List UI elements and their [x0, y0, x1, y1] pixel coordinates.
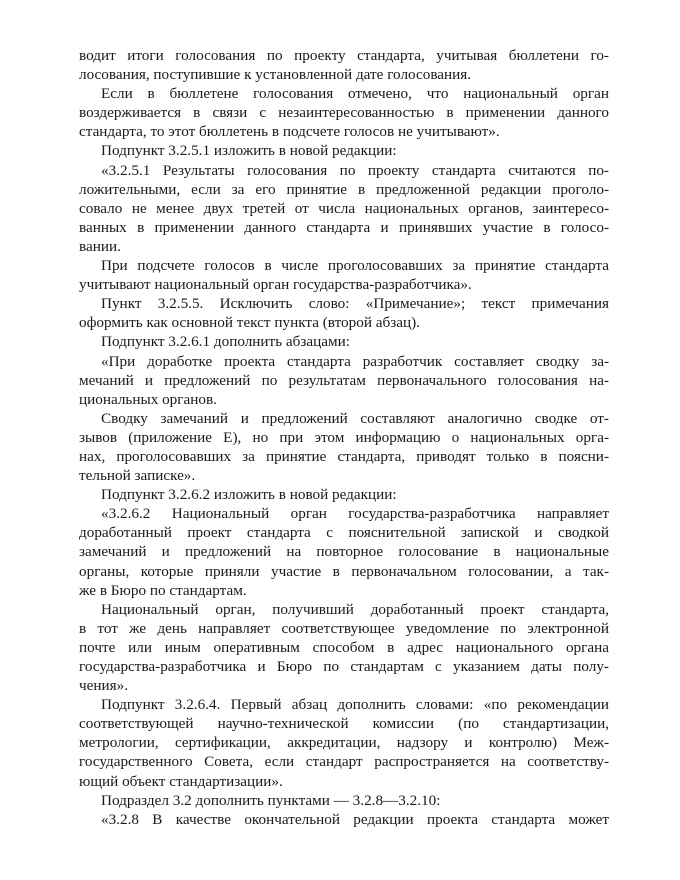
text-line: ванных в применении данного стандарта и принявших участие в голосо-	[79, 218, 609, 236]
text-line: Сводку замечаний и предложений составляют аналогично сводке от-	[101, 409, 609, 427]
text-line: мечаний и предложений по результатам первоначального голосования на-	[79, 371, 609, 389]
paragraph	[79, 791, 609, 810]
text-line: зывов (приложение Е), но при этом информацию о национальных орга-	[79, 428, 609, 446]
text-line: стандарта, то этот бюллетень в подсчете голосов не учитывают».	[79, 123, 500, 141]
text-line: Подпункт 3.2.6.4. Первый абзац дополнить словами: «по рекомендации	[101, 696, 609, 714]
text-line: «3.2.5.1 Результаты голосования по проекту стандарта считаются по-	[101, 161, 609, 179]
text-line: в тот же день направляет соответствующее уведомление по электронной	[79, 619, 609, 637]
text-line: воздерживается в связи с незаинтересованностью в применении данного	[79, 104, 609, 122]
text-line: чения».	[79, 677, 129, 695]
text-line: лосования, поступившие к установленной дате голосования.	[79, 66, 472, 84]
text-line: почте или иным оперативным способом в адрес национального органа	[79, 638, 609, 656]
text-line: Подпункт 3.2.6.1 дополнить абзацами:	[101, 333, 350, 351]
text-line: органы, которые приняли участие в первоначальном голосовании, а так-	[79, 562, 609, 580]
paragraph	[79, 141, 609, 160]
text-line: «При доработке проекта стандарта разработчик составляет сводку за-	[101, 352, 609, 370]
paragraph	[79, 46, 609, 84]
text-line: вании.	[79, 237, 121, 255]
text-line: метрологии, сертификации, аккредитации, надзору и контролю) Меж-	[79, 734, 609, 752]
text-line: Подпункт 3.2.5.1 изложить в новой редакции:	[101, 142, 397, 160]
text-line: тельной записке».	[79, 467, 196, 485]
paragraph	[79, 294, 609, 332]
paragraph	[79, 504, 609, 599]
text-line: доработанный проект стандарта с пояснительной запиской и сводкой	[79, 524, 609, 542]
text-line: ющий объект стандартизации».	[79, 772, 283, 790]
document-page	[79, 46, 609, 829]
paragraph	[79, 810, 609, 829]
text-line: Подраздел 3.2 дополнить пунктами — 3.2.8—3.2.10:	[101, 791, 441, 809]
text-line: «3.2.8 В качестве окончательной редакции проекта стандарта может	[101, 810, 609, 828]
paragraph	[79, 352, 609, 409]
text-line: замечаний и предложений на повторное голосование в национальные	[79, 543, 609, 561]
text-line: Пункт 3.2.5.5. Исключить слово: «Примечание»; текст примечания	[101, 295, 609, 313]
paragraph	[79, 256, 609, 294]
text-line: «3.2.6.2 Национальный орган государства-разработчика направляет	[101, 505, 609, 523]
text-line: государственного Совета, если стандарт распространяется на соответству-	[79, 753, 609, 771]
text-line: соответствующей научно-технической комиссии (по стандартизации,	[79, 715, 609, 733]
paragraph	[79, 485, 609, 504]
text-line: Если в бюллетене голосования отмечено, что национальный орган	[101, 85, 609, 103]
text-line: оформить как основной текст пункта (второй абзац).	[79, 314, 420, 332]
paragraph	[79, 600, 609, 695]
text-line: водит итоги голосования по проекту стандарта, учитывая бюллетени го-	[79, 47, 609, 64]
text-line: же в Бюро по стандартам.	[79, 581, 247, 599]
paragraph	[79, 332, 609, 351]
paragraph	[79, 695, 609, 790]
text-line: совало не менее двух третей от числа национальных органов, заинтересо-	[79, 199, 609, 217]
text-line: нах, проголосовавших за принятие стандарта, приводят только в поясни-	[79, 447, 609, 465]
text-line: ложительными, если за его принятие в предложенной редакции проголо-	[79, 180, 609, 198]
text-line: государства-разработчика и Бюро по стандартам с указанием даты полу-	[79, 658, 609, 675]
paragraph	[79, 84, 609, 141]
paragraph	[79, 161, 609, 256]
paragraph	[79, 409, 609, 485]
text-line: Национальный орган, получивший доработанный проект стандарта,	[101, 600, 609, 618]
text-line: Подпункт 3.2.6.2 изложить в новой редакции:	[101, 486, 397, 504]
text-line: циональных органов.	[79, 390, 217, 408]
text-line: учитывают национальный орган государства-разработчика».	[79, 276, 472, 294]
text-line: При подсчете голосов в числе проголосовавших за принятие стандарта	[101, 257, 609, 275]
